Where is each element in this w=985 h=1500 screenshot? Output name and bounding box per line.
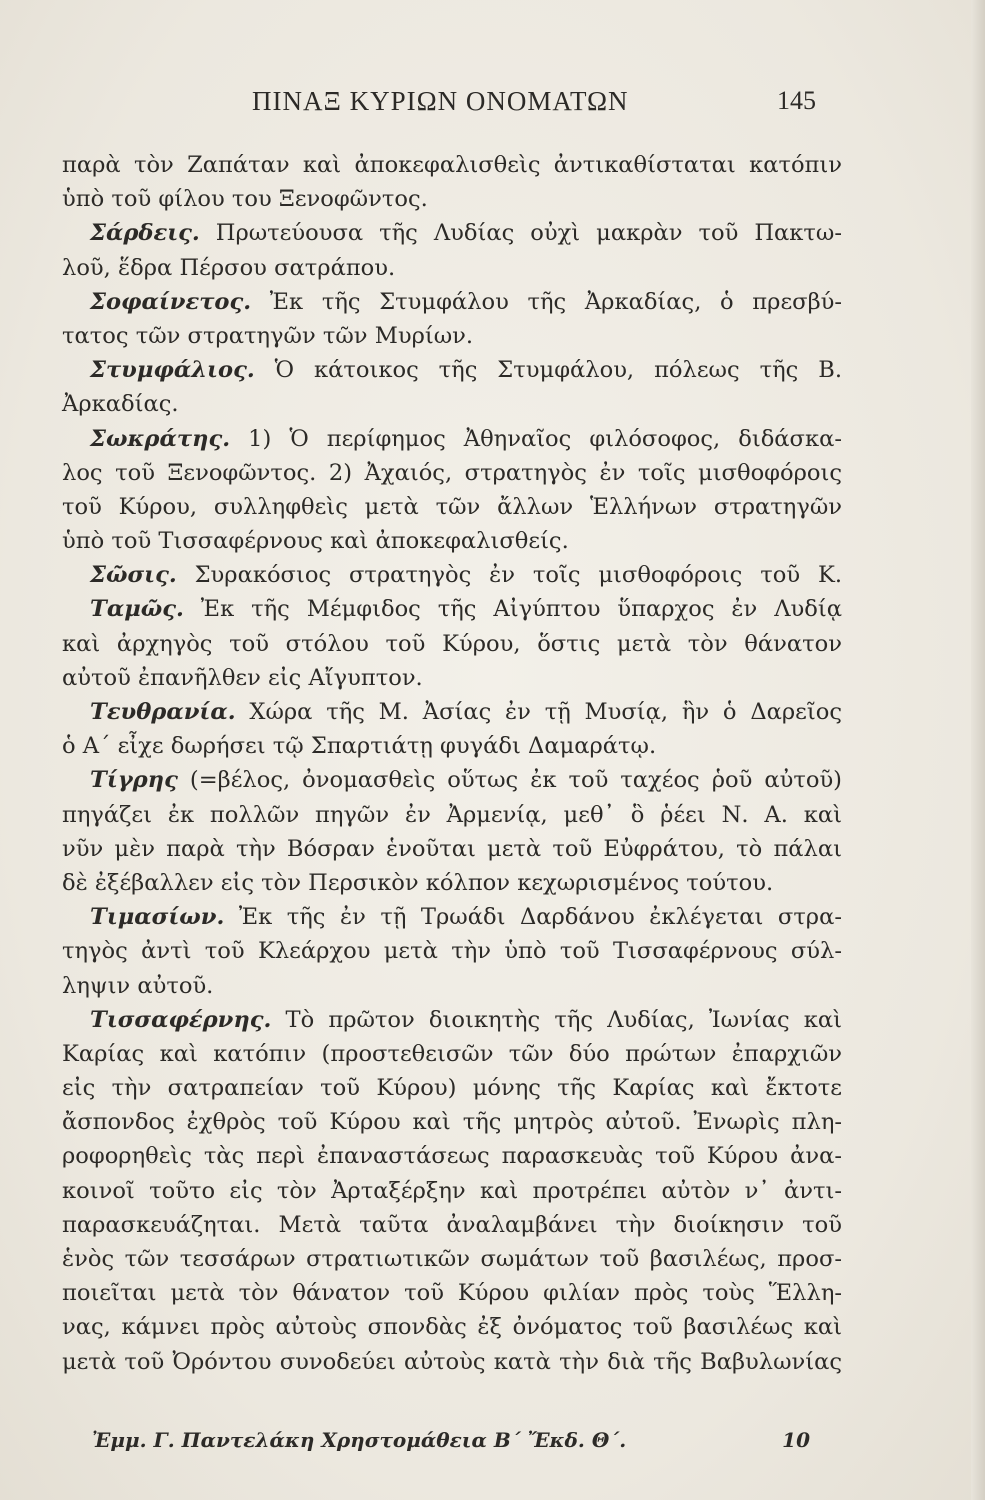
index-text-body: [62, 148, 842, 1379]
line-text: αὐτοῦ ἐπανῆλθεν εἰς Αἴγυπτον.: [62, 664, 423, 691]
line-text: νῦν μὲν παρὰ τὴν Βόσραν ἑνοῦται μετὰ τοῦ Εὐφράτου, τὸ πάλαι: [62, 835, 842, 862]
text-line: [62, 798, 842, 832]
text-line: [62, 627, 842, 661]
text-line: [62, 1139, 842, 1173]
line-text: ἑνὸς τῶν τεσσάρων στρατιωτικῶν σωμάτων τοῦ βασιλέως, προσ-: [62, 1246, 842, 1272]
line-text: ὁ Α΄ εἶχε δωρήσει τῷ Σπαρτιάτῃ φυγάδι Δαμαράτῳ.: [62, 733, 657, 760]
line-text: εἰς τὴν σατραπείαν τοῦ Κύρου) μόνης τῆς Καρίας καὶ ἔκτοτε: [62, 1075, 842, 1102]
text-line: [62, 148, 842, 182]
text-line: [62, 387, 842, 421]
line-text: δὲ ἐξέβαλλεν εἰς τὸν Περσικὸν κόλπον κεχωρισμένος τούτου.: [62, 869, 774, 896]
text-line: [62, 866, 842, 900]
page-footer: [92, 1428, 810, 1458]
text-line: [62, 934, 842, 968]
entry-headword: Τίγρης: [90, 767, 178, 794]
index-entry-line: [62, 1003, 842, 1037]
text-line: [62, 456, 842, 490]
line-text: μετὰ τοῦ Ὀρόντου συνοδεύει αὐτοὺς κατὰ τὴν διὰ τῆς Βαβυλωνίας: [62, 1348, 842, 1375]
entry-headword: Στυμφάλιος.: [90, 357, 255, 384]
line-text: τηγὸς ἀντὶ τοῦ Κλεάρχου μετὰ τὴν ὑπὸ τοῦ Τισσαφέρνους σύλ-: [62, 938, 842, 965]
line-text: λος τοῦ Ξενοφῶντος. 2) Ἀχαιός, στρατηγὸς ἐν τοῖς μισθοφόροις: [62, 459, 842, 486]
line-text: Τὸ πρῶτον διοικητὴς τῆς Λυδίας, Ἰωνίας καὶ: [271, 1006, 842, 1033]
line-text: Ἀρκαδίας.: [62, 391, 179, 418]
line-text: νας, κάμνει πρὸς αὐτοὺς σπονδὰς ἐξ ὀνόματος τοῦ βασιλέως καὶ: [62, 1314, 842, 1341]
entry-headword: Σωκράτης.: [90, 425, 231, 452]
text-line: [62, 1071, 842, 1105]
line-text: τοῦ Κύρου, συλληφθεὶς μετὰ τῶν ἄλλων Ἑλλήνων στρατηγῶν: [62, 493, 842, 520]
entry-headword: Ταμῶς.: [90, 596, 184, 623]
text-line: [62, 832, 842, 866]
line-text: ὑπὸ τοῦ Τισσαφέρνους καὶ ἀποκεφαλισθείς.: [62, 528, 569, 555]
line-text: (=βέλος, ὀνομασθεὶς οὕτως ἐκ τοῦ ταχέος ῥοῦ αὐτοῦ): [177, 767, 842, 794]
text-line: [62, 1345, 842, 1379]
entry-headword: Σοφαίνετος.: [90, 288, 252, 315]
line-text: λοῦ, ἕδρα Πέρσου σατράπου.: [62, 254, 396, 281]
text-line: [62, 524, 842, 558]
text-line: [62, 1242, 842, 1276]
printer-signature-mark: 10: [782, 1428, 810, 1452]
line-text: παρασκευάζηται. Μετὰ ταῦτα ἀναλαμβάνει τὴν διοίκησιν τοῦ: [62, 1211, 842, 1238]
line-text: Ἐκ τῆς Στυμφάλου τῆς Ἀρκαδίας, ὁ πρεσβύ-: [251, 288, 842, 315]
index-entry-line: [62, 353, 842, 387]
line-text: τατος τῶν στρατηγῶν τῶν Μυρίων.: [62, 322, 474, 349]
text-line: [62, 1105, 842, 1139]
entry-headword: Τιμασίων.: [90, 904, 225, 931]
index-entry-line: [62, 695, 842, 729]
line-text: ροφορηθεὶς τὰς περὶ ἐπαναστάσεως παρασκευὰς τοῦ Κύρου ἀνα-: [62, 1143, 842, 1170]
text-line: [62, 1037, 842, 1071]
entry-headword: Σῶσις.: [90, 562, 177, 589]
entry-headword: Τισσαφέρνης.: [90, 1006, 272, 1033]
line-text: ληψιν αὐτοῦ.: [62, 972, 214, 999]
text-line: [62, 1310, 842, 1344]
line-text: Ἐκ τῆς Μέμφιδος τῆς Αἰγύπτου ὕπαρχος ἐν Λυδίᾳ: [183, 596, 842, 623]
page-edge-shadow: [971, 0, 985, 1500]
line-text: κοινοῖ τοῦτο εἰς τὸν Ἀρταξέρξην καὶ προτρέπει αὐτὸν ν᾽ ἀντι-: [62, 1177, 842, 1204]
line-text: ποιεῖται μετὰ τὸν θάνατον τοῦ Κύρου φιλίαν πρὸς τοὺς Ἕλλη-: [62, 1280, 842, 1307]
line-text: καὶ ἀρχηγὸς τοῦ στόλου τοῦ Κύρου, ὅστις μετὰ τὸν θάνατον: [62, 630, 842, 657]
line-text: Πρωτεύουσα τῆς Λυδίας οὐχὶ μακρὰν τοῦ Πακτω-: [199, 220, 842, 247]
index-entry-line: [62, 763, 842, 797]
text-line: [62, 319, 842, 353]
line-text: Ὁ κάτοικος τῆς Στυμφάλου, πόλεως τῆς Β.: [254, 357, 842, 384]
text-line: [62, 182, 842, 216]
entry-headword: Τευθρανία.: [90, 699, 236, 725]
footer-citation: Ἐμμ. Γ. Παντελάκη Χρηστομάθεια Β΄ Ἔκδ. Θ΄.: [92, 1428, 627, 1452]
text-line: [62, 490, 842, 524]
running-title: ΠΙΝΑΞ ΚΥΡΙΩΝ ΟΝΟΜΑΤΩΝ: [252, 86, 629, 116]
index-entry-line: [62, 592, 842, 626]
text-line: [62, 1208, 842, 1242]
text-line: [62, 729, 842, 763]
line-text: Καρίας καὶ κατόπιν (προστεθεισῶν τῶν δύο πρώτων ἐπαρχιῶν: [62, 1040, 842, 1067]
line-text: Ἐκ τῆς ἐν τῇ Τρωάδι Δαρδάνου ἐκλέγεται στρα-: [224, 904, 842, 931]
line-text: Χώρα τῆς Μ. Ἀσίας ἐν τῇ Μυσίᾳ, ἣν ὁ Δαρεῖος: [235, 699, 842, 725]
index-entry-line: [62, 216, 842, 250]
text-line: [62, 661, 842, 695]
index-entry-line: [62, 285, 842, 319]
line-text: ἄσπονδος ἐχθρὸς τοῦ Κύρου καὶ τῆς μητρὸς αὐτοῦ. Ἐνωρὶς πλη-: [62, 1109, 842, 1136]
index-entry-line: [62, 422, 842, 456]
page-number: 145: [777, 86, 816, 115]
text-line: [62, 251, 842, 285]
text-line: [62, 1276, 842, 1310]
text-line: [62, 1174, 842, 1208]
line-text: Συρακόσιος στρατηγὸς ἐν τοῖς μισθοφόροις τοῦ Κ.: [176, 562, 842, 589]
page-header: [70, 78, 820, 128]
index-entry-line: [62, 900, 842, 934]
line-text: 1) Ὁ περίφημος Ἀθηναῖος φιλόσοφος, διδάσκα-: [230, 425, 842, 452]
line-text: πηγάζει ἐκ πολλῶν πηγῶν ἐν Ἀρμενίᾳ, μεθ᾽ ὃ ῥέει Ν. Α. καὶ: [62, 801, 842, 828]
line-text: παρὰ τὸν Ζαπάταν καὶ ἀποκεφαλισθεὶς ἀντικαθίσταται κατόπιν: [62, 152, 842, 178]
index-entry-line: [62, 558, 842, 592]
entry-headword: Σάρδεις.: [90, 220, 200, 247]
text-line: [62, 969, 842, 1003]
line-text: ὑπὸ τοῦ φίλου του Ξενοφῶντος.: [62, 186, 428, 213]
